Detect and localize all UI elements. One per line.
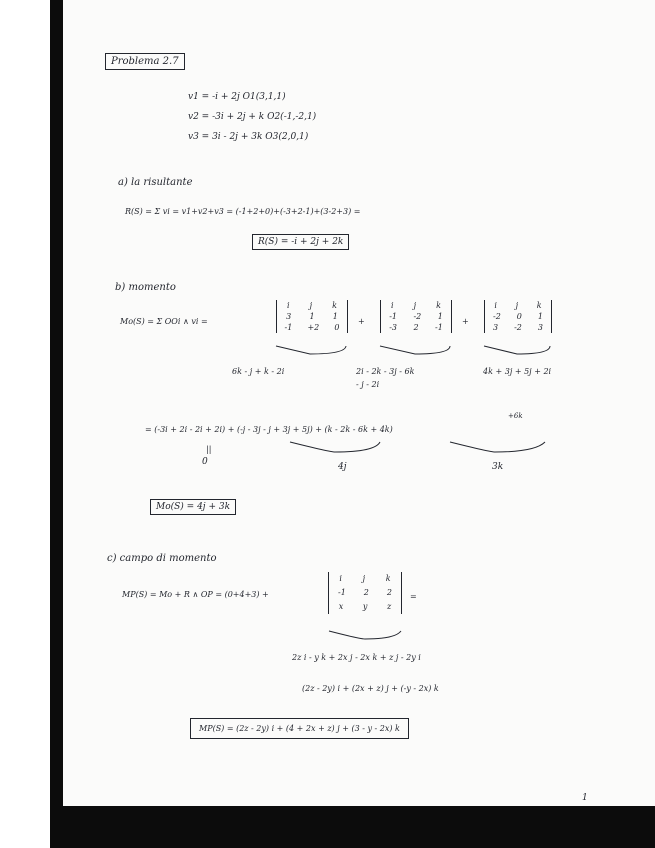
det3-cell: -2 bbox=[493, 312, 501, 321]
det1-cell: 3 bbox=[286, 312, 292, 321]
expansion-brace-j bbox=[290, 442, 380, 452]
sum-4j: 4j bbox=[338, 462, 347, 472]
underbrace-c-path bbox=[329, 631, 401, 639]
detc-cell: x bbox=[338, 602, 344, 611]
det1-cell: -1 bbox=[284, 323, 293, 332]
underbrace-3 bbox=[484, 346, 550, 354]
expansion-brace-k bbox=[450, 442, 545, 452]
plus-sign: + bbox=[462, 317, 469, 326]
underbrace-2 bbox=[380, 346, 450, 354]
underbraces bbox=[270, 344, 560, 356]
det2-cell: -1 bbox=[389, 312, 398, 321]
section-a-heading: a) la risultante bbox=[118, 177, 193, 188]
detc-cell: j bbox=[362, 574, 366, 583]
det2-cell: -1 bbox=[434, 323, 443, 332]
detc-cell: 2 bbox=[363, 588, 369, 597]
section-c-heading: c) campo di momento bbox=[107, 553, 217, 564]
detc-cell: z bbox=[386, 602, 392, 611]
det3-cell: 0 bbox=[516, 312, 522, 321]
scan-border-left bbox=[50, 0, 63, 848]
detc-cell: k bbox=[385, 574, 391, 583]
det1-cell: k bbox=[332, 301, 337, 310]
determinant-1 bbox=[276, 300, 348, 333]
det2-cell: -2 bbox=[413, 312, 422, 321]
detc-cell: 2 bbox=[386, 588, 392, 597]
plus-sign: + bbox=[358, 317, 365, 326]
det3-cell: 1 bbox=[537, 312, 543, 321]
scan-border-bottom bbox=[50, 806, 655, 848]
vector-2: v2 = -3i + 2j + k O2(-1,-2,1) bbox=[188, 112, 317, 122]
section-b-equation: Mo(S) = Σ OOi ∧ vi = bbox=[120, 317, 208, 326]
det2-cell: 1 bbox=[437, 312, 443, 321]
det3-cell: -2 bbox=[514, 323, 522, 332]
det3-cell: i bbox=[494, 301, 497, 310]
zero-sum: 0 bbox=[202, 457, 208, 467]
section-c-equation: MP(S) = Mo + R ∧ OP = (0+4+3) + bbox=[122, 590, 269, 599]
under-det-3: 4k + 3j + 5j + 2i bbox=[483, 367, 552, 376]
det1-cell: 0 bbox=[334, 323, 340, 332]
section-c-line-2: (2z - 2y) i + (2x + z) j + (-y - 2x) k bbox=[302, 684, 439, 693]
det1-cell: 1 bbox=[332, 312, 338, 321]
under-det-1: 6k - j + k - 2i bbox=[232, 367, 285, 376]
section-b-result: Mo(S) = 4j + 3k bbox=[150, 499, 236, 515]
expansion-braces bbox=[280, 440, 560, 454]
detc-cell: -1 bbox=[338, 588, 346, 597]
det2-cell: 2 bbox=[413, 323, 419, 332]
det3-cell: j bbox=[515, 301, 519, 310]
expansion-note: +6k bbox=[508, 412, 523, 420]
det2-cell: k bbox=[436, 301, 441, 310]
det3-cell: 3 bbox=[537, 323, 543, 332]
momento-expansion: = (-3i + 2i - 2i + 2i) + (-j - 3j - j + 3j + 5j) + (k - 2k - 6k + 4k) bbox=[145, 425, 393, 434]
vector-1: v1 = -i + 2j O1(3,1,1) bbox=[188, 92, 286, 102]
equals-sign: = bbox=[410, 592, 417, 601]
det1-cell: +2 bbox=[307, 323, 320, 332]
under-det-2: 2i - 2k - 3j - 6k - j - 2i bbox=[356, 367, 415, 389]
underbrace-c bbox=[325, 629, 405, 641]
page-number: 1 bbox=[582, 793, 588, 803]
detc-cell: i bbox=[339, 574, 342, 583]
det2-cell: -3 bbox=[389, 323, 398, 332]
det2-cell: i bbox=[391, 301, 394, 310]
det3-cell: 3 bbox=[493, 323, 499, 332]
det1-cell: 1 bbox=[309, 312, 315, 321]
problem-title: Problema 2.7 bbox=[105, 53, 185, 70]
section-c-line-1: 2z i - y k + 2x j - 2x k + z j - 2y i bbox=[292, 653, 421, 662]
det3-cell: k bbox=[536, 301, 542, 310]
section-a-equation: R(S) = Σ vi = v1+v2+v3 = (-1+2+0)+(-3+2-1)+(3-2+3) = bbox=[125, 207, 361, 216]
det1-cell: i bbox=[287, 301, 290, 310]
determinant-2 bbox=[380, 300, 452, 333]
vector-3: v3 = 3i - 2j + 3k O3(2,0,1) bbox=[188, 132, 309, 142]
determinant-c bbox=[328, 572, 402, 614]
section-c-result: MP(S) = (2z - 2y) i + (4 + 2x + z) j + (3 - y - 2x) k bbox=[190, 718, 409, 739]
section-a-result: R(S) = -i + 2j + 2k bbox=[252, 234, 349, 250]
det2-cell: j bbox=[413, 301, 417, 310]
underbrace-1 bbox=[276, 346, 346, 354]
detc-cell: y bbox=[362, 602, 368, 611]
determinant-3 bbox=[484, 300, 552, 333]
det1-cell: j bbox=[309, 301, 313, 310]
equals-marks: || bbox=[206, 445, 212, 454]
sum-3k: 3k bbox=[492, 462, 504, 472]
section-b-heading: b) momento bbox=[115, 282, 176, 293]
